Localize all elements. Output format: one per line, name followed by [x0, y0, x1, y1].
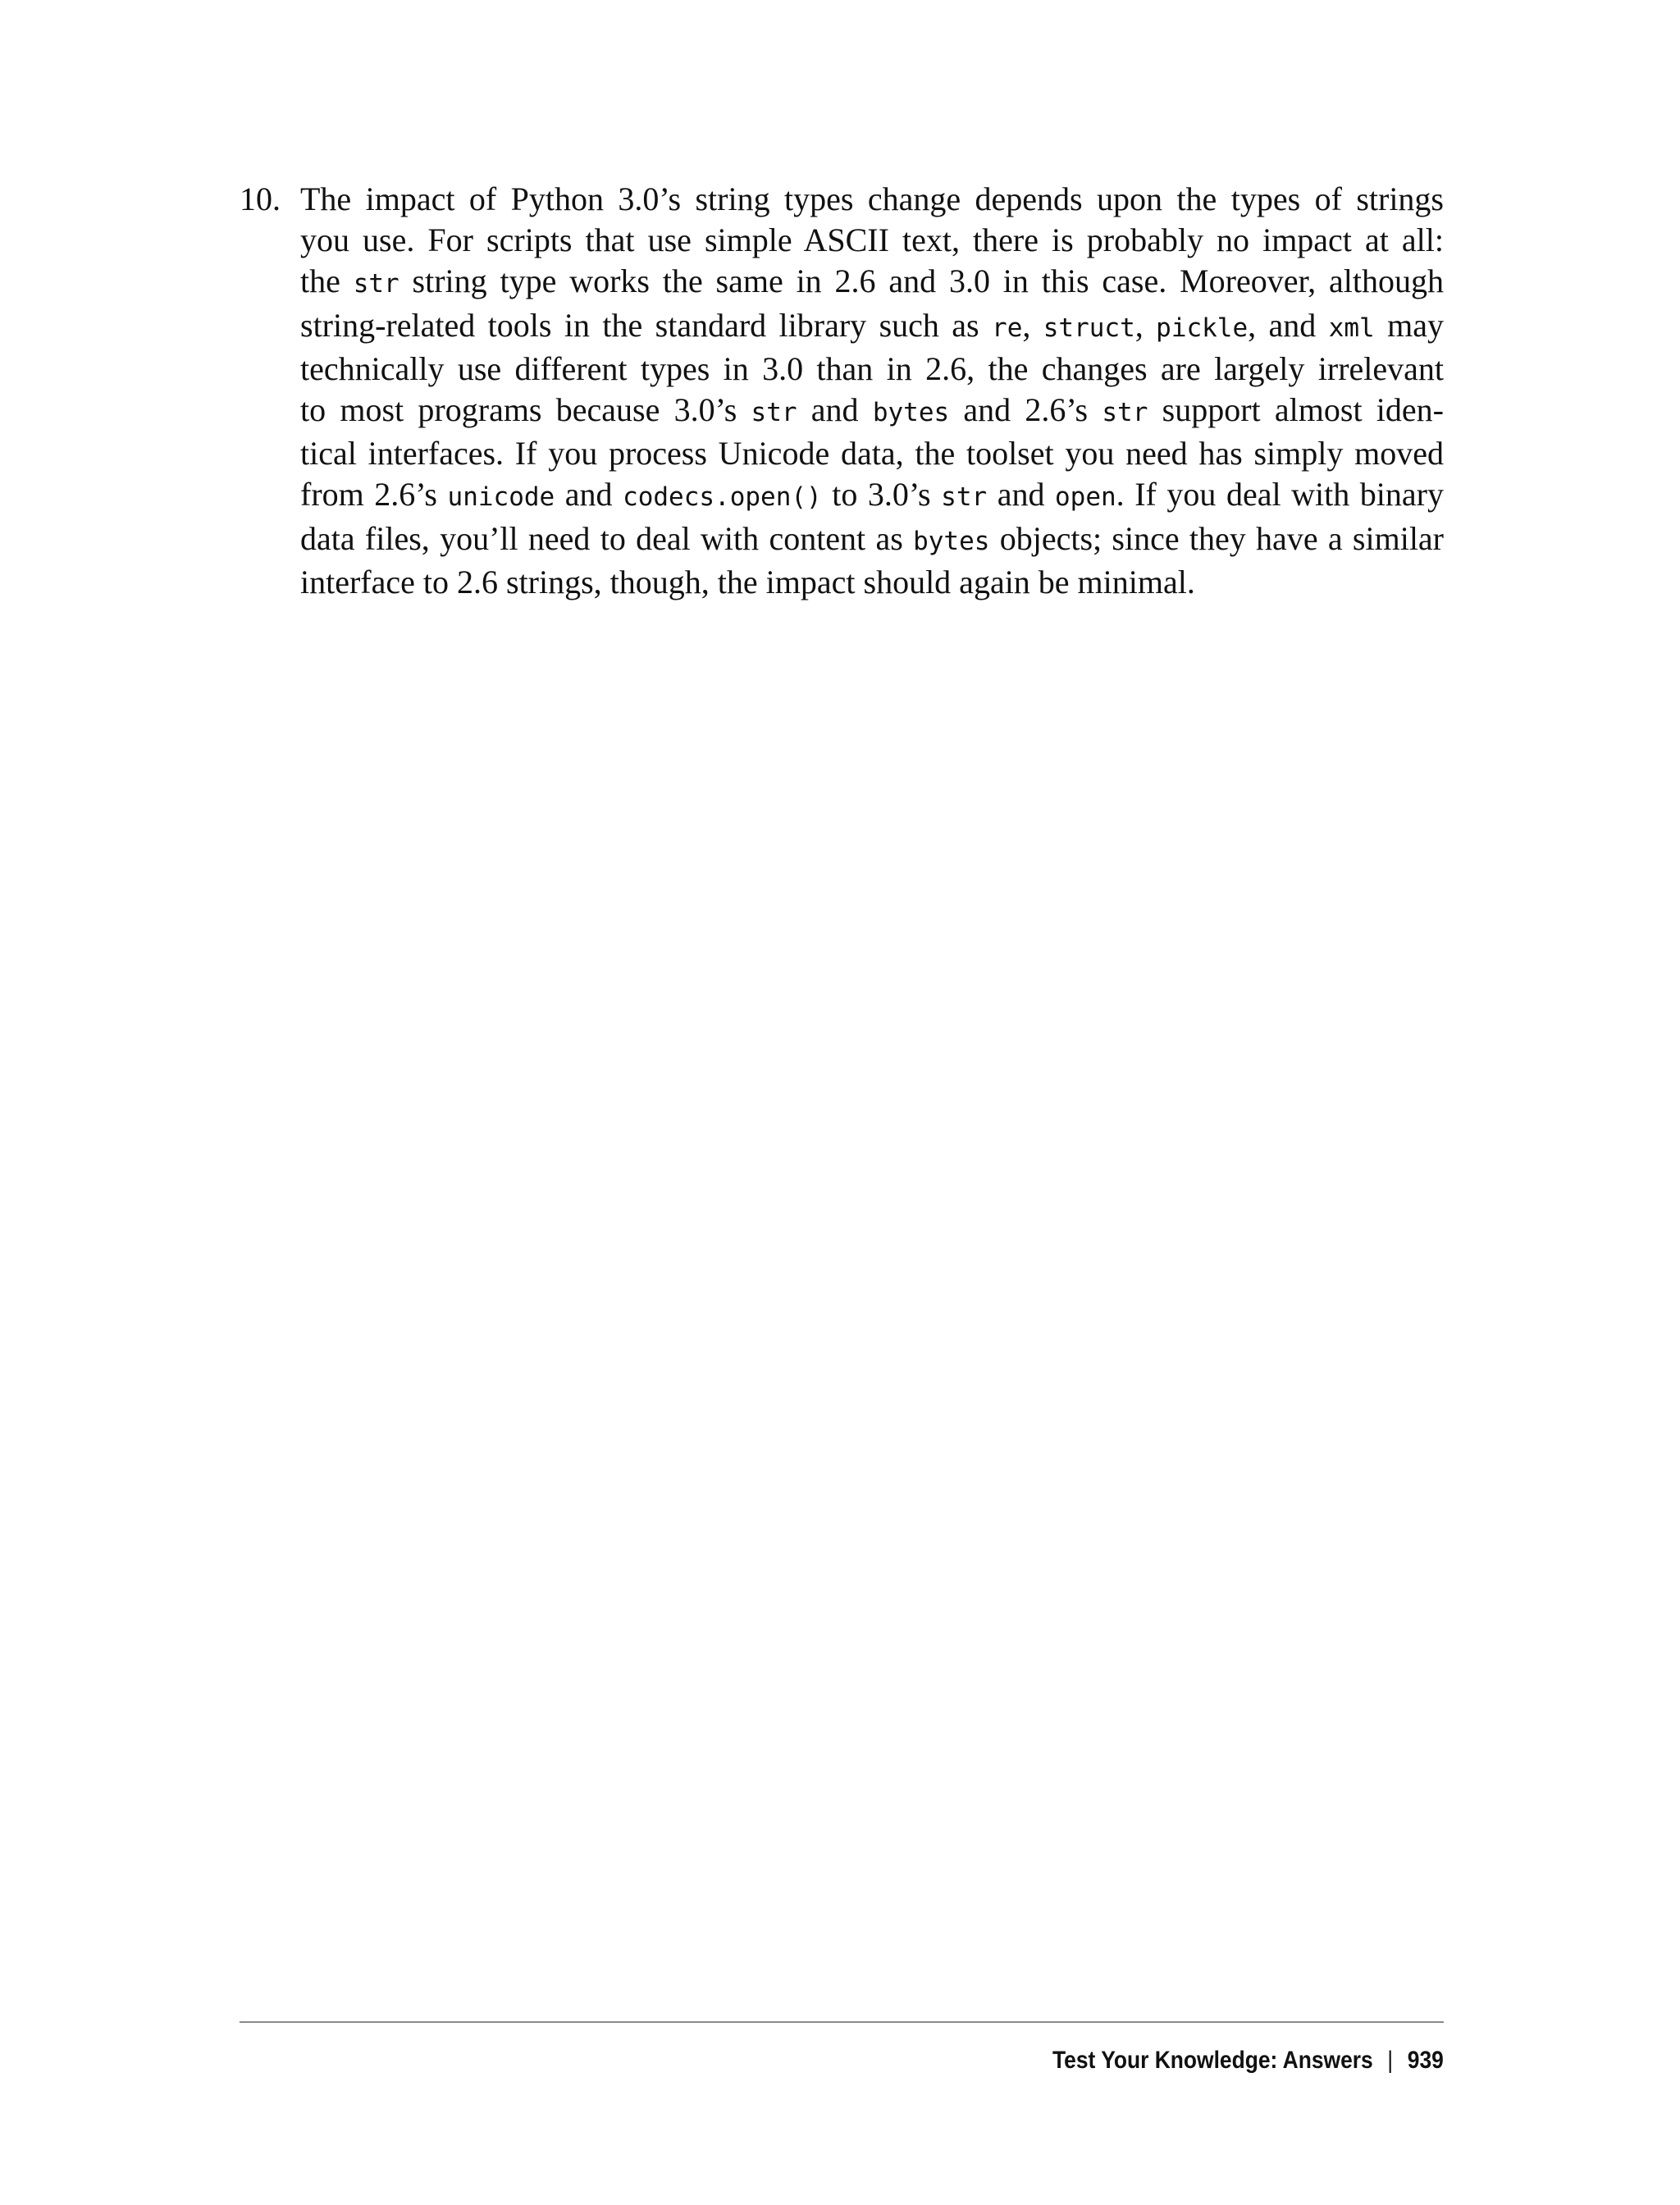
page-number: 939	[1407, 2047, 1444, 2074]
item-number: 10.	[240, 180, 281, 217]
text-run: from 2.6’s	[300, 476, 448, 514]
text-run: you use. For scripts that use simple ASCII text, there is probably no impact at all:	[300, 221, 1444, 259]
inline-code: open	[1055, 482, 1116, 513]
text-run: data files, you’ll need to deal with content as	[300, 519, 914, 557]
text-run: . If you deal with binary	[1116, 476, 1444, 514]
text-run: and	[555, 476, 623, 514]
inline-code: str	[1102, 398, 1148, 428]
page-footer	[1052, 2046, 1444, 2075]
text-run: tical interfaces. If you process Unicode data, the toolset you need has simply moved	[300, 435, 1444, 472]
text-run: The impact of Python 3.0’s string types change depends upon the types of strings	[300, 180, 1444, 217]
paragraph-line	[300, 305, 1444, 349]
text-run: ,	[1022, 306, 1043, 344]
inline-code: pickle	[1156, 313, 1249, 343]
inline-code: struct	[1043, 313, 1135, 343]
inline-code: str	[751, 398, 797, 428]
text-run: , and	[1248, 306, 1329, 344]
inline-code: re	[992, 313, 1023, 343]
paragraph-line	[300, 220, 1444, 261]
paragraph-line	[300, 390, 1444, 433]
paragraph-line	[300, 562, 1444, 603]
paragraph-line	[300, 474, 1444, 518]
text-run: support almost iden-	[1148, 391, 1444, 429]
text-run: technically use different types in 3.0 than in 2.6, the changes are largely irrelevant	[300, 349, 1444, 387]
footer-rule	[240, 2021, 1444, 2023]
inline-code: codecs.open()	[623, 482, 822, 513]
text-run: objects; since they have a similar	[989, 519, 1445, 557]
inline-code: bytes	[913, 526, 990, 556]
paragraph-line	[300, 261, 1444, 304]
text-run: and	[797, 391, 873, 429]
answer-paragraph	[300, 179, 1444, 603]
text-run: may	[1374, 306, 1444, 344]
footer-separator: |	[1387, 2047, 1394, 2074]
text-run: and 2.6’s	[949, 391, 1102, 429]
inline-code: xml	[1328, 313, 1375, 343]
paragraph-line	[300, 349, 1444, 390]
text-run: and	[987, 476, 1056, 514]
text-run: to most programs because 3.0’s	[300, 391, 751, 429]
text-run: string type works the same in 2.6 and 3.0 in this case. Moreover, although	[399, 262, 1444, 300]
text-run: the	[300, 262, 354, 300]
inline-code: str	[353, 269, 399, 299]
text-run: ,	[1134, 306, 1157, 344]
inline-code: str	[941, 482, 988, 513]
inline-code: unicode	[447, 482, 555, 513]
text-run: string-related tools in the standard library such as	[300, 306, 993, 344]
text-run: to 3.0’s	[821, 476, 942, 514]
paragraph-line	[300, 518, 1444, 562]
inline-code: bytes	[872, 398, 950, 428]
paragraph-line	[300, 179, 1444, 220]
footer-section-title: Test Your Knowledge: Answers	[1052, 2047, 1373, 2074]
paragraph-line	[300, 433, 1444, 474]
text-run: interface to 2.6 strings, though, the impact should again be minimal.	[300, 563, 1195, 600]
